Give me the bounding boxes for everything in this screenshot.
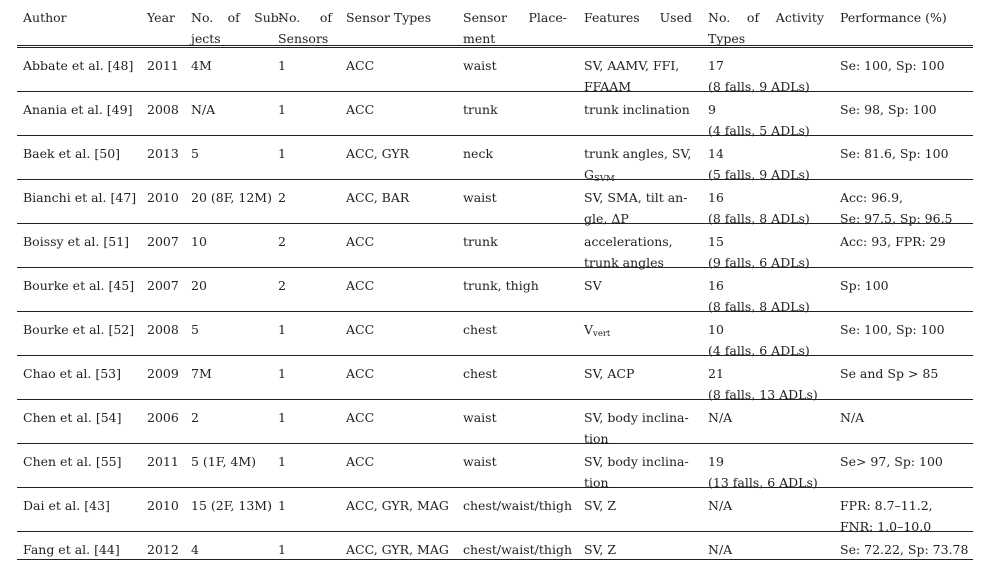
subjects-cell: 4M bbox=[191, 58, 212, 73]
features-cell: SV, SMA, tilt an- gle, ΔP bbox=[584, 190, 688, 226]
year-cell: 2008 bbox=[147, 102, 179, 117]
features-cell: trunk angles, SV, $G_{SVM}$ bbox=[584, 146, 692, 184]
sensor-count-cell: 1 bbox=[278, 146, 286, 161]
table-row bbox=[17, 48, 973, 92]
sensor-count-cell: 1 bbox=[278, 410, 286, 425]
year-cell: 2013 bbox=[147, 146, 179, 161]
features-cell: SV, AAMV, FFI, FFAAM bbox=[584, 58, 680, 94]
performance-cell: Se: 98, Sp: 100 bbox=[840, 102, 937, 117]
sensor-types-cell: ACC bbox=[346, 234, 375, 249]
subjects-cell: 2 bbox=[191, 410, 199, 425]
sensor-types-cell: ACC bbox=[346, 322, 375, 337]
performance-cell: N/A bbox=[840, 410, 865, 425]
author-cell: Abbate et al. [48] bbox=[23, 58, 134, 73]
table-row bbox=[17, 400, 973, 444]
sensor-types-cell: ACC bbox=[346, 58, 375, 73]
header-subjects: No. of Sub- jects bbox=[191, 10, 283, 46]
performance-cell: Sp: 100 bbox=[840, 278, 889, 293]
activity-types-cell: 17 (8 falls, 9 ADLs) bbox=[708, 58, 810, 94]
subjects-cell: 15 (2F, 13M) bbox=[191, 498, 272, 513]
author-cell: Anania et al. [49] bbox=[23, 102, 133, 117]
author-cell: Fang et al. [44] bbox=[23, 542, 120, 557]
features-cell: SV bbox=[584, 278, 602, 293]
sensor-placement-cell: trunk, thigh bbox=[463, 278, 539, 293]
sensor-types-cell: ACC, GYR bbox=[346, 146, 410, 161]
performance-cell: Acc: 93, FPR: 29 bbox=[840, 234, 946, 249]
subjects-cell: 5 bbox=[191, 146, 199, 161]
sensor-count-cell: 1 bbox=[278, 454, 286, 469]
sensor-count-cell: 2 bbox=[278, 234, 286, 249]
sensor-count-cell: 1 bbox=[278, 498, 286, 513]
subjects-cell: 5 (1F, 4M) bbox=[191, 454, 257, 469]
sensor-types-cell: ACC bbox=[346, 366, 375, 381]
header-features: Features Used bbox=[584, 10, 692, 25]
features-cell: trunk inclination bbox=[584, 102, 690, 117]
table-row bbox=[17, 356, 973, 400]
sensor-placement-cell: chest/waist/thigh bbox=[463, 498, 573, 513]
sensor-count-cell: 1 bbox=[278, 102, 286, 117]
comparison-table bbox=[17, 0, 973, 560]
activity-types-cell: 21 (8 falls, 13 ADLs) bbox=[708, 366, 818, 402]
author-cell: Baek et al. [50] bbox=[23, 146, 121, 161]
features-cell: SV, Z bbox=[584, 542, 617, 557]
table-row bbox=[17, 136, 973, 184]
sensor-types-cell: ACC bbox=[346, 454, 375, 469]
header-sensors: No. of Sensors bbox=[278, 10, 332, 46]
sensor-types-cell: ACC, BAR bbox=[346, 190, 410, 205]
table-row bbox=[17, 180, 973, 224]
activity-types-cell: N/A bbox=[708, 542, 733, 557]
subjects-cell: 20 bbox=[191, 278, 207, 293]
sensor-count-cell: 2 bbox=[278, 190, 286, 205]
activity-types-cell: N/A bbox=[708, 498, 733, 513]
sensor-types-cell: ACC bbox=[346, 102, 375, 117]
activity-types-cell: 10 (4 falls, 6 ADLs) bbox=[708, 322, 810, 358]
performance-cell: Se: 100, Sp: 100 bbox=[840, 322, 945, 337]
performance-cell: Acc: 96.9, Se: 97.5, Sp: 96.5 bbox=[840, 190, 953, 226]
table-row bbox=[17, 224, 973, 268]
activity-types-cell: 14 (5 falls, 9 ADLs) bbox=[708, 146, 810, 182]
table-row bbox=[17, 444, 973, 488]
year-cell: 2011 bbox=[147, 58, 179, 73]
features-cell: $V_{vert}$ bbox=[584, 322, 611, 339]
sensor-placement-cell: chest bbox=[463, 322, 497, 337]
header-year: Year bbox=[147, 10, 175, 25]
header-author: Author bbox=[23, 10, 67, 25]
sensor-count-cell: 1 bbox=[278, 366, 286, 381]
sensor-types-cell: ACC bbox=[346, 278, 375, 293]
sensor-types-cell: ACC, GYR, MAG bbox=[346, 542, 449, 557]
subjects-cell: 7M bbox=[191, 366, 212, 381]
table-header-row bbox=[17, 0, 973, 48]
activity-types-cell: 16 (8 falls, 8 ADLs) bbox=[708, 278, 810, 314]
sensor-placement-cell: waist bbox=[463, 410, 497, 425]
header-performance: Performance (%) bbox=[840, 10, 947, 25]
author-cell: Dai et al. [43] bbox=[23, 498, 110, 513]
features-cell: accelerations, trunk angles bbox=[584, 234, 673, 270]
sensor-placement-cell: waist bbox=[463, 454, 497, 469]
sensor-count-cell: 1 bbox=[278, 542, 286, 557]
features-cell: SV, body inclina- tion bbox=[584, 410, 689, 446]
header-sensor-types: Sensor Types bbox=[346, 10, 432, 25]
performance-cell: Se: 72.22, Sp: 73.78 bbox=[840, 542, 969, 557]
sensor-placement-cell: waist bbox=[463, 190, 497, 205]
table-row bbox=[17, 92, 973, 136]
activity-types-cell: 15 (9 falls, 6 ADLs) bbox=[708, 234, 810, 270]
year-cell: 2007 bbox=[147, 234, 179, 249]
features-cell: SV, ACP bbox=[584, 366, 635, 381]
author-cell: Bourke et al. [52] bbox=[23, 322, 135, 337]
subjects-cell: 10 bbox=[191, 234, 207, 249]
sensor-placement-cell: trunk bbox=[463, 234, 498, 249]
sensor-count-cell: 1 bbox=[278, 58, 286, 73]
subjects-cell: 5 bbox=[191, 322, 199, 337]
activity-types-cell: N/A bbox=[708, 410, 733, 425]
table-body bbox=[17, 48, 973, 560]
sensor-placement-cell: neck bbox=[463, 146, 494, 161]
sensor-placement-cell: chest/waist/thigh bbox=[463, 542, 573, 557]
author-cell: Bourke et al. [45] bbox=[23, 278, 135, 293]
sensor-types-cell: ACC, GYR, MAG bbox=[346, 498, 449, 513]
sensor-placement-cell: waist bbox=[463, 58, 497, 73]
year-cell: 2011 bbox=[147, 454, 179, 469]
sensor-count-cell: 1 bbox=[278, 322, 286, 337]
performance-cell: Se and Sp > 85 bbox=[840, 366, 939, 381]
sensor-placement-cell: trunk bbox=[463, 102, 498, 117]
subjects-cell: 4 bbox=[191, 542, 199, 557]
table-row bbox=[17, 268, 973, 312]
performance-cell: Se: 81.6, Sp: 100 bbox=[840, 146, 949, 161]
year-cell: 2012 bbox=[147, 542, 179, 557]
author-cell: Chao et al. [53] bbox=[23, 366, 122, 381]
year-cell: 2009 bbox=[147, 366, 179, 381]
activity-types-cell: 16 (8 falls, 8 ADLs) bbox=[708, 190, 810, 226]
performance-cell: FPR: 8.7–11.2, FNR: 1.0–10.0 bbox=[840, 498, 933, 534]
features-cell: SV, Z bbox=[584, 498, 617, 513]
author-cell: Boissy et al. [51] bbox=[23, 234, 130, 249]
table-row bbox=[17, 532, 973, 560]
performance-cell: Se: 100, Sp: 100 bbox=[840, 58, 945, 73]
sensor-placement-cell: chest bbox=[463, 366, 497, 381]
features-cell: SV, body inclina- tion bbox=[584, 454, 689, 490]
year-cell: 2006 bbox=[147, 410, 179, 425]
author-cell: Chen et al. [54] bbox=[23, 410, 122, 425]
author-cell: Bianchi et al. [47] bbox=[23, 190, 137, 205]
header-sensor-placement: Sensor Place- ment bbox=[463, 10, 567, 46]
performance-cell: Se> 97, Sp: 100 bbox=[840, 454, 943, 469]
activity-types-cell: 9 (4 falls, 5 ADLs) bbox=[708, 102, 810, 138]
table-row bbox=[17, 312, 973, 356]
sensor-count-cell: 2 bbox=[278, 278, 286, 293]
header-activity-types: No. of Activity Types bbox=[708, 10, 824, 46]
subjects-cell: N/A bbox=[191, 102, 216, 117]
year-cell: 2010 bbox=[147, 190, 179, 205]
sensor-types-cell: ACC bbox=[346, 410, 375, 425]
activity-types-cell: 19 (13 falls, 6 ADLs) bbox=[708, 454, 818, 490]
year-cell: 2008 bbox=[147, 322, 179, 337]
subjects-cell: 20 (8F, 12M) bbox=[191, 190, 272, 205]
author-cell: Chen et al. [55] bbox=[23, 454, 122, 469]
year-cell: 2010 bbox=[147, 498, 179, 513]
table-row bbox=[17, 488, 973, 532]
year-cell: 2007 bbox=[147, 278, 179, 293]
